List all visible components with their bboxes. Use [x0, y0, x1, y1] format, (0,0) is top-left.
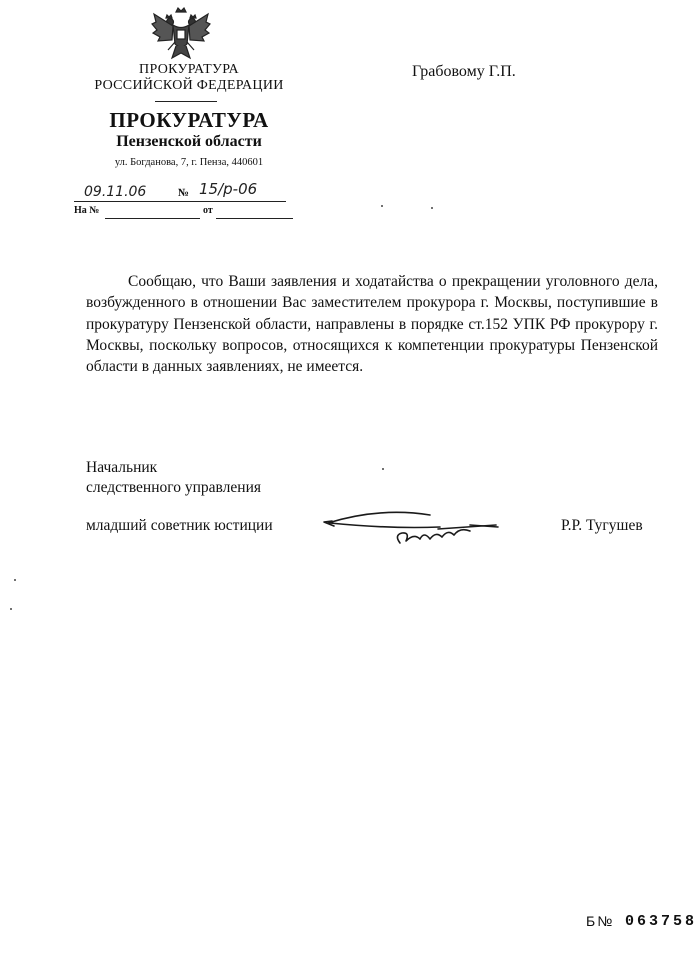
incoming-number-field: [105, 218, 200, 219]
scan-speck: [381, 205, 383, 207]
signer-position-line2: следственного управления: [86, 479, 261, 496]
org-name-line1: ПРОКУРАТУРА: [139, 62, 239, 77]
signer-position-line1: Начальник: [86, 459, 158, 476]
reference-date: 09.11.06: [84, 184, 147, 200]
letterhead-address: ул. Богданова, 7, г. Пенза, 440601: [114, 157, 264, 168]
blank-series-label: Б№: [586, 913, 615, 929]
incoming-number-label: На №: [74, 205, 100, 216]
letter-body: Сообщаю, что Ваши заявления и ходатайства о прекращении уголовного дела, возбужденного в отношении Вас заместителем прокурора г. Москвы, поступившие в прокуратуру Пензенской области, направлены в порядке ст.152 УПК РФ прокурору г. Москвы, поскольку вопросов, относящихся к компетенции прокуратуры Пензенской области в данных заявлениях, не имеется.: [86, 273, 658, 376]
letterhead-divider: [155, 101, 217, 102]
reference-number: 15/р-06: [199, 180, 258, 198]
reference-number-label: №: [178, 187, 190, 199]
signer-name: Р.Р. Тугушев: [561, 517, 643, 534]
double-headed-eagle-icon: [150, 6, 212, 62]
handwritten-signature-icon: [320, 505, 505, 555]
signer-rank: младший советник юстиции: [86, 517, 273, 534]
scan-speck: [431, 207, 433, 209]
addressee: Грабовому Г.П.: [412, 63, 516, 80]
letterhead-subtitle: Пензенской области: [116, 133, 262, 150]
letterhead-title: ПРОКУРАТУРА: [109, 108, 269, 132]
incoming-date-field: [216, 218, 293, 219]
incoming-date-label: от: [203, 205, 213, 216]
scan-speck: [14, 579, 16, 581]
scan-speck: [10, 608, 12, 610]
org-name-line2: РОССИЙСКОЙ ФЕДЕРАЦИИ: [94, 78, 284, 93]
blank-serial-number: 063758: [625, 913, 698, 930]
reference-underline: [74, 201, 286, 202]
scan-speck: [382, 468, 384, 470]
